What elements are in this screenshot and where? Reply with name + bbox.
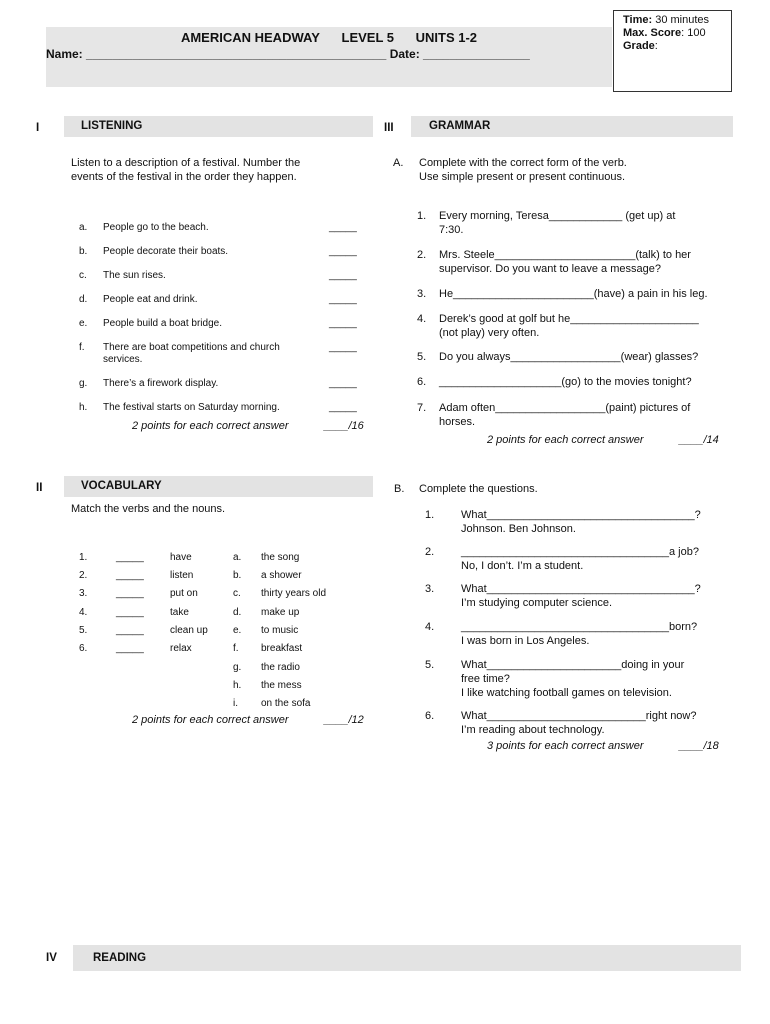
grammar-part-a-instructions [419, 156, 627, 184]
section-grammar-band [411, 116, 733, 137]
item-letter: h. [79, 402, 88, 413]
item-number: 7. [417, 402, 427, 414]
noun-letter: f. [233, 643, 239, 654]
answer-blank[interactable]: _____ [116, 625, 144, 636]
item-number: 3. [417, 288, 427, 300]
item-text: The festival starts on Saturday morning. [103, 402, 280, 413]
verb-number: 4. [79, 607, 88, 618]
item-letter: c. [79, 270, 87, 281]
max-score-label: Max. Score [623, 27, 682, 39]
date-field[interactable]: Date: ________________ [389, 47, 530, 61]
noun-text: make up [261, 607, 300, 618]
section-listening-title: LISTENING [81, 120, 143, 132]
vocabulary-points: 2 points for each correct answer [132, 714, 289, 726]
noun-letter: e. [233, 625, 242, 636]
verb-number: 6. [79, 643, 88, 654]
noun-text: thirty years old [261, 588, 327, 599]
item-line[interactable]: What__________________________________? [461, 583, 701, 595]
answer-blank[interactable]: _____ [329, 294, 357, 305]
item-number: 5. [425, 659, 435, 671]
item-number: 3. [425, 583, 435, 595]
item-number: 2. [425, 546, 435, 558]
item-line: No, I don’t. I’m a student. [461, 560, 584, 572]
grammar-b-points: 3 points for each correct answer [487, 740, 644, 752]
item-number: 1. [417, 210, 427, 222]
item-line[interactable]: Mrs. Steele_______________________(talk) to her [439, 249, 691, 261]
noun-text: the radio [261, 662, 300, 673]
verb-number: 1. [79, 552, 88, 563]
item-line[interactable]: What__________________________________? [461, 509, 701, 521]
item-line: free time? [461, 673, 510, 685]
grade-colon: : [654, 40, 658, 52]
verb-text: relax [170, 643, 192, 654]
item-letter: g. [79, 378, 88, 389]
name-date-line [46, 47, 530, 61]
item-text: People eat and drink. [103, 294, 198, 305]
time-value: 30 minutes [655, 14, 710, 26]
item-letter: a. [79, 222, 88, 233]
noun-letter: d. [233, 607, 242, 618]
verb-number: 5. [79, 625, 88, 636]
verb-number: 3. [79, 588, 88, 599]
item-line: I was born in Los Angeles. [461, 635, 590, 647]
noun-letter: g. [233, 662, 242, 673]
section-vocabulary-number: II [36, 482, 43, 494]
grammar-b-score[interactable]: ____/18 [679, 740, 719, 752]
item-line[interactable]: What__________________________right now? [461, 710, 697, 722]
answer-blank[interactable]: _____ [116, 643, 144, 654]
item-text: People decorate their boats. [103, 246, 229, 257]
noun-text: the mess [261, 680, 302, 691]
verb-text: put on [170, 588, 198, 599]
level-label: LEVEL 5 [341, 30, 395, 45]
grammar-a-points: 2 points for each correct answer [487, 434, 644, 446]
item-line: horses. [439, 416, 476, 428]
answer-blank[interactable]: _____ [329, 270, 357, 281]
verb-number: 2. [79, 570, 88, 581]
answer-blank[interactable]: _____ [329, 318, 357, 329]
item-line[interactable]: ____________________(go) to the movies tonight? [439, 376, 692, 388]
noun-text: on the sofa [261, 698, 311, 709]
answer-blank[interactable]: _____ [116, 588, 144, 599]
verb-text: have [170, 552, 192, 563]
noun-text: to music [261, 625, 299, 636]
grammar-part-a-letter: A. [393, 157, 404, 169]
item-letter: d. [79, 294, 88, 305]
listening-points: 2 points for each correct answer [132, 420, 289, 432]
noun-letter: b. [233, 570, 242, 581]
vocabulary-instructions: Match the verbs and the nouns. [71, 503, 226, 515]
answer-blank[interactable]: _____ [329, 342, 357, 353]
item-line[interactable]: What______________________doing in your [461, 659, 685, 671]
answer-blank[interactable]: _____ [116, 552, 144, 563]
verb-text: clean up [170, 625, 208, 636]
item-number: 2. [417, 249, 427, 261]
section-reading-number: IV [46, 952, 57, 964]
noun-text: the song [261, 552, 300, 563]
grammar-part-b-letter: B. [394, 483, 405, 495]
vocabulary-score[interactable]: ____/12 [324, 714, 364, 726]
max-score-value: : 100 [681, 27, 706, 39]
score-box [613, 10, 732, 92]
name-field[interactable]: Name: _____________________________________________ [46, 47, 387, 61]
item-line[interactable]: __________________________________born? [461, 621, 698, 633]
listening-instructions-line1: Listen to a description of a festival. Number the [71, 157, 301, 169]
worksheet-title [46, 30, 612, 45]
answer-blank[interactable]: _____ [329, 246, 357, 257]
section-reading-title: READING [93, 952, 147, 964]
noun-letter: h. [233, 680, 242, 691]
item-line: I like watching football games on television. [461, 687, 672, 699]
section-grammar-number: III [384, 122, 394, 134]
item-line[interactable]: Do you always__________________(wear) glasses? [439, 351, 699, 363]
section-grammar-title: GRAMMAR [429, 120, 491, 132]
item-line[interactable]: Every morning, Teresa____________ (get up) at [439, 210, 676, 222]
item-text: People build a boat bridge. [103, 318, 222, 329]
time-label: Time: [623, 14, 653, 26]
item-line[interactable]: Adam often__________________(paint) pictures of [439, 402, 691, 414]
item-number: 6. [425, 710, 435, 722]
item-line: (not play) very often. [439, 327, 540, 339]
item-text: People go to the beach. [103, 222, 209, 233]
item-text: The sun rises. [103, 270, 166, 281]
item-line[interactable]: Derek’s good at golf but he_____________________ [439, 313, 699, 325]
grade-label: Grade [623, 40, 655, 52]
item-line: I’m studying computer science. [461, 597, 613, 609]
item-text: There’s a firework display. [103, 378, 219, 389]
item-text-continued: services. [103, 354, 143, 365]
noun-text: a shower [261, 570, 302, 581]
answer-blank[interactable]: _____ [329, 378, 357, 389]
answer-blank[interactable]: _____ [329, 402, 357, 413]
answer-blank[interactable]: _____ [116, 607, 144, 618]
item-letter: f. [79, 342, 85, 353]
item-line: 7:30. [439, 224, 464, 236]
noun-letter: c. [233, 588, 241, 599]
item-number: 4. [417, 313, 427, 325]
item-letter: b. [79, 246, 88, 257]
item-line: I’m reading about technology. [461, 724, 605, 736]
item-number: 5. [417, 351, 427, 363]
book-title: AMERICAN HEADWAY [180, 30, 320, 45]
section-listening-band [64, 116, 373, 137]
vocabulary-nouns-list [233, 552, 353, 712]
section-listening-number: I [36, 122, 40, 134]
section-vocabulary-band [64, 476, 373, 497]
part-a-instructions-line1: Complete with the correct form of the verb. [419, 157, 627, 169]
item-line[interactable]: __________________________________a job? [461, 546, 699, 558]
item-number: 1. [425, 509, 435, 521]
verb-text: take [170, 607, 189, 618]
item-line: supervisor. Do you want to leave a message? [439, 263, 661, 275]
item-line[interactable]: He_______________________(have) a pain in his leg. [439, 288, 708, 300]
item-text: There are boat competitions and church [103, 342, 280, 353]
item-number: 4. [425, 621, 435, 633]
section-reading-band [73, 945, 741, 971]
item-number: 6. [417, 376, 427, 388]
listening-instructions [71, 156, 300, 184]
listening-instructions-line2: events of the festival in the order they happen. [71, 171, 297, 183]
answer-blank[interactable]: _____ [329, 222, 357, 233]
vocabulary-verbs-list [79, 552, 229, 672]
answer-blank[interactable]: _____ [116, 570, 144, 581]
noun-letter: i. [233, 698, 238, 709]
grammar-part-b-instructions: Complete the questions. [419, 483, 538, 495]
item-line: Johnson. Ben Johnson. [461, 523, 576, 535]
listening-score[interactable]: ____/16 [324, 420, 364, 432]
grammar-a-score[interactable]: ____/14 [679, 434, 719, 446]
noun-letter: a. [233, 552, 242, 563]
noun-text: breakfast [261, 643, 303, 654]
verb-text: listen [170, 570, 194, 581]
units-label: UNITS 1-2 [415, 30, 478, 45]
section-vocabulary-title: VOCABULARY [81, 480, 162, 492]
part-a-instructions-line2: Use simple present or present continuous. [419, 171, 626, 183]
item-letter: e. [79, 318, 88, 329]
